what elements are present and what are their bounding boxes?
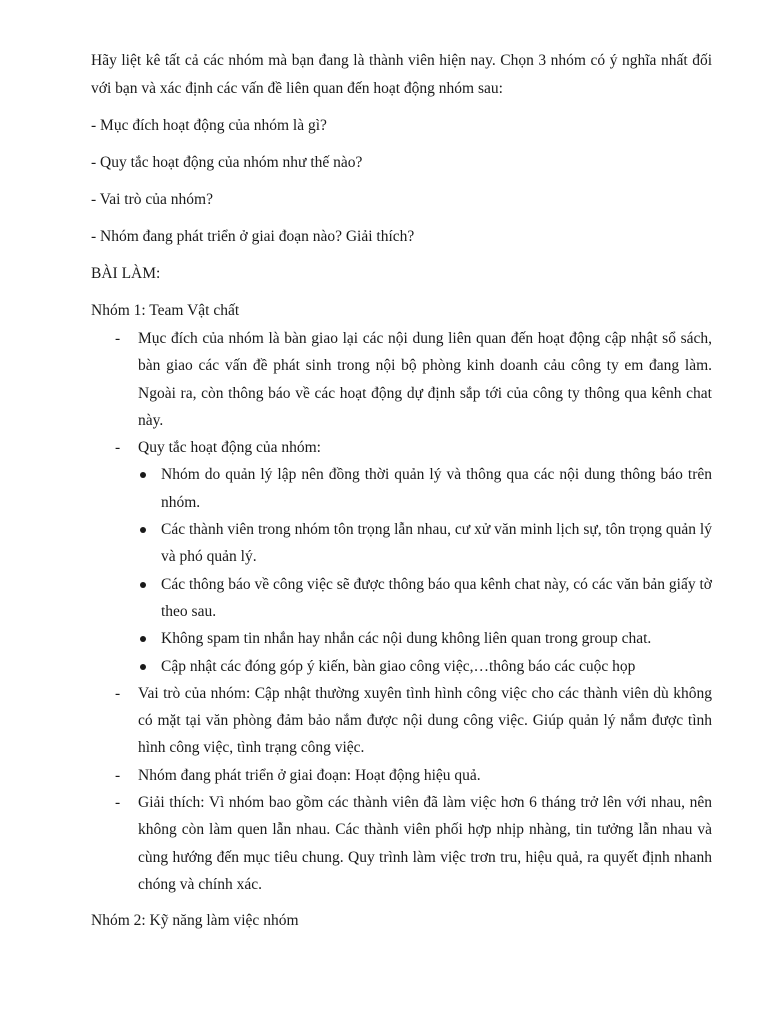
group1-title: Nhóm 1: Team Vật chất	[91, 302, 240, 319]
rule-item	[138, 461, 712, 516]
bullet-dot-icon	[140, 527, 146, 533]
dash-marker: -	[115, 766, 121, 784]
group1-role-item	[91, 680, 712, 762]
group1-purpose-text: Mục đích của nhóm là bàn giao lại các nội dung liên quan đến hoạt động cập nhật sổ sách, bàn giao các vấn đề phát sinh trong nội bộ phòng kinh doanh cảu công ty em đang làm. Ngoài ra, còn thông báo về các hoạt động dự định sắp tới của công ty thông qua kênh chat này.	[138, 330, 712, 429]
rule-text: Các thông báo về công việc sẽ được thông báo qua kênh chat này, có các văn bản giấy tờ theo sau.	[161, 575, 712, 620]
dash-marker: -	[115, 439, 121, 457]
rule-text: Không spam tin nhắn hay nhắn các nội dung không liên quan trong group chat.	[161, 630, 652, 648]
dash-marker: -	[115, 684, 121, 702]
group1-stage-text: Nhóm đang phát triển ở giai đoạn: Hoạt động hiệu quả.	[138, 766, 481, 784]
rule-item	[138, 516, 712, 571]
group1-role-text: Vai trò của nhóm: Cập nhật thường xuyên tình hình công việc cho các thành viên dù không có mặt tại văn phòng đảm bảo nắm được nội dung công việc. Giúp quản lý nắm được tình hình công việc, tình trạng công việc.	[138, 684, 712, 757]
rule-item	[138, 571, 712, 626]
rule-item	[138, 653, 712, 680]
group1-stage-item	[91, 762, 712, 789]
bullet-dot-icon	[140, 582, 146, 588]
group1-purpose-item	[91, 325, 712, 434]
bullet-dot-icon	[140, 664, 146, 670]
bullet-dot-icon	[140, 472, 146, 478]
document-body	[91, 47, 712, 935]
answer-heading: BÀI LÀM:	[91, 265, 161, 282]
group1-details	[91, 325, 712, 898]
rule-text: Nhóm do quản lý lập nên đồng thời quản lý và thông qua các nội dung thông báo trên nhóm.	[161, 466, 712, 511]
group1-rules-title: Quy tắc hoạt động của nhóm:	[138, 439, 321, 457]
rule-text: Các thành viên trong nhóm tôn trọng lẫn nhau, cư xử văn minh lịch sự, tôn trọng quản lý và phó quản lý.	[161, 521, 712, 566]
dash-marker: -	[115, 330, 121, 347]
group1-explanation-item	[91, 789, 712, 898]
group1-rules-list	[138, 461, 712, 679]
group2-title: Nhóm 2: Kỹ năng làm việc nhóm	[91, 912, 299, 930]
dash-marker: -	[115, 794, 121, 812]
bullet-dot-icon	[140, 636, 146, 642]
rule-item	[138, 625, 712, 652]
rule-text: Cập nhật các đóng góp ý kiến, bàn giao công việc,…thông báo các cuộc họp	[161, 657, 636, 675]
question-purpose: - Mục đích hoạt động của nhóm là gì?	[91, 117, 327, 134]
assignment-intro: Hãy liệt kê tất cả các nhóm mà bạn đang là thành viên hiện nay. Chọn 3 nhóm có ý nghĩa nhất đối với bạn và xác định các vấn đề liên quan đến hoạt động nhóm sau:	[91, 52, 712, 97]
group1-rules-item	[91, 434, 712, 680]
group1-explanation-text: Giải thích: Vì nhóm bao gồm các thành viên đã làm việc hơn 6 tháng trở lên với nhau, nên không còn làm quen lẫn nhau. Các thành viên phối hợp nhịp nhàng, tin tưởng lẫn nhau và cùng hướng đến mục tiêu chung. Quy trình làm việc trơn tru, hiệu quả, ra quyết định nhanh chóng và chính xác.	[138, 794, 712, 893]
question-rules: - Quy tắc hoạt động của nhóm như thế nào?	[91, 154, 363, 171]
question-role: - Vai trò của nhóm?	[91, 191, 213, 208]
question-stage: - Nhóm đang phát triển ở giai đoạn nào? Giải thích?	[91, 228, 415, 245]
